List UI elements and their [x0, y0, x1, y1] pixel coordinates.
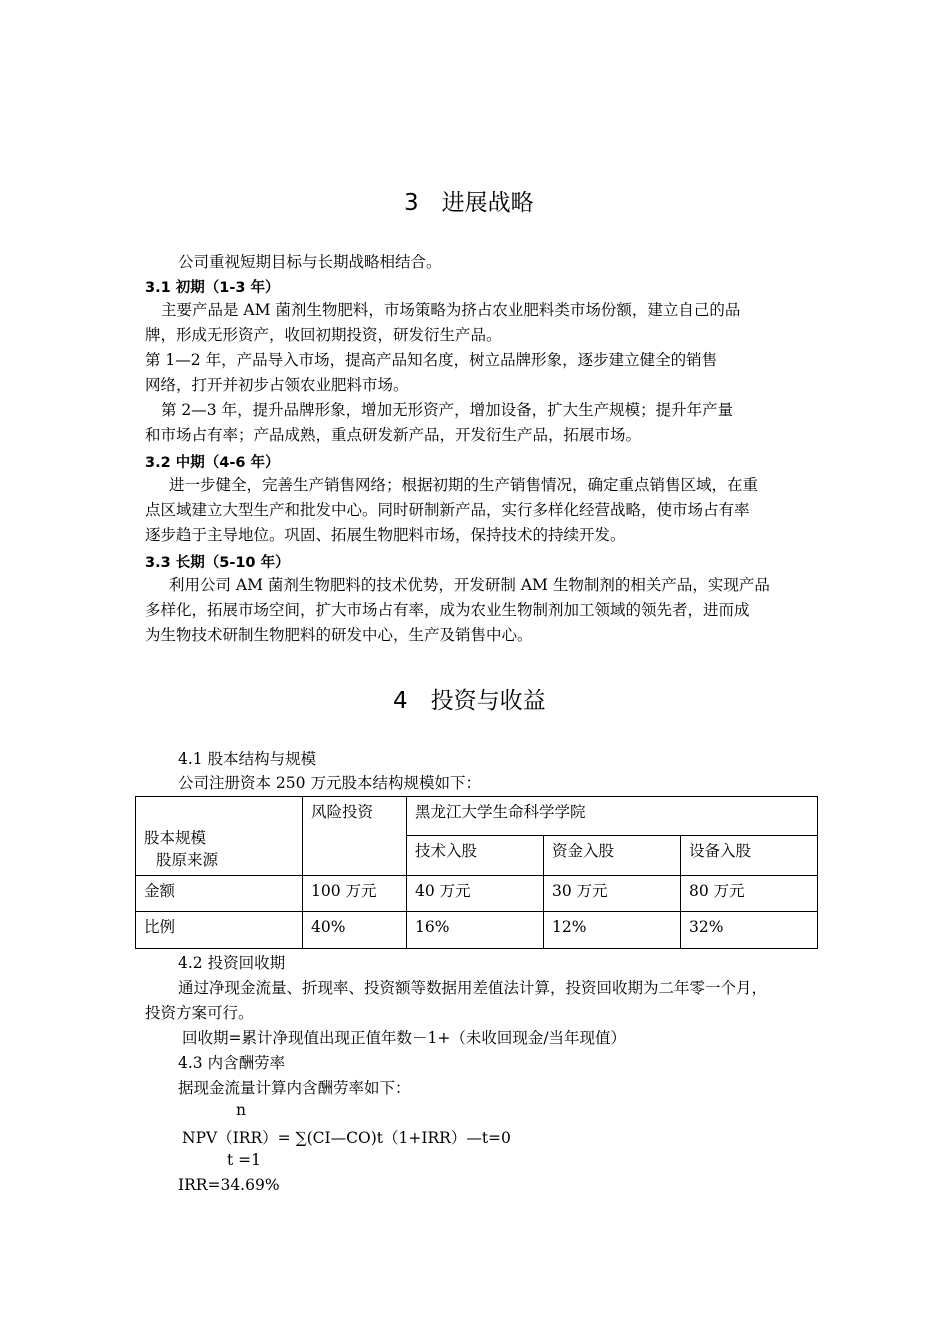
header-venture: 风险投资 — [303, 797, 407, 876]
section-3-intro: 公司重视短期目标与长期战略相结合。 — [178, 253, 442, 271]
header-tech: 技术入股 — [407, 836, 544, 876]
paragraph-line: 第 1—2 年，产品导入市场，提高产品知名度，树立品牌形象，逐步建立健全的销售 — [145, 351, 718, 369]
section-3-3-title: 3.3 长期（5-10 年） — [145, 555, 290, 571]
payback-formula: 回收期=累计净现值出现正值年数－1+（未收回现金/当年现值） — [182, 1029, 627, 1047]
cell-tech: 16% — [407, 912, 544, 949]
paragraph-line: 网络，打开并初步占领农业肥料市场。 — [145, 376, 409, 394]
section-4-1-title: 4.1 股本结构与规模 — [178, 750, 317, 768]
sum-upper-limit: n — [236, 1101, 246, 1119]
table-row — [136, 876, 818, 912]
irr-result: IRR=34.69% — [178, 1176, 280, 1194]
section-3-1-title: 3.1 初期（1-3 年） — [145, 280, 280, 296]
corner-label-scale: 股本规模 — [144, 829, 207, 847]
table-corner-header — [136, 797, 303, 876]
paragraph-line: 为生物技术研制生物肥料的研发中心，生产及销售中心。 — [145, 626, 533, 644]
sum-lower-limit: t =1 — [227, 1151, 262, 1169]
section-4-3-intro: 据现金流量计算内含酬劳率如下： — [178, 1079, 411, 1097]
section-4-1-intro: 公司注册资本 250 万元股本结构规模如下： — [178, 774, 481, 792]
row-label: 比例 — [136, 912, 303, 949]
header-equipment: 设备入股 — [681, 836, 818, 876]
paragraph-line: 通过净现金流量、折现率、投资额等数据用差值法计算，投资回收期为二年零一个月， — [178, 979, 768, 997]
header-university: 黑龙江大学生命科学学院 — [407, 797, 818, 836]
paragraph-line: 利用公司 AM 菌剂生物肥料的技术优势，开发研制 AM 生物制剂的相关产品，实现产品 — [169, 576, 770, 594]
paragraph-line: 牌，形成无形资产，收回初期投资，研发衍生产品。 — [145, 326, 502, 344]
section-3-2-title: 3.2 中期（4-6 年） — [145, 455, 280, 471]
table-row — [136, 912, 818, 949]
cell-equipment: 32% — [681, 912, 818, 949]
header-capital: 资金入股 — [544, 836, 681, 876]
section-4-3-title: 4.3 内含酬劳率 — [178, 1054, 286, 1072]
paragraph-line: 进一步健全，完善生产销售网络；根据初期的生产销售情况，确定重点销售区域，在重 — [169, 476, 759, 494]
equity-structure-table — [135, 796, 818, 949]
row-label: 金额 — [136, 876, 303, 912]
paragraph-line: 投资方案可行。 — [145, 1004, 254, 1022]
section-3-heading: 3 进展战略 — [404, 190, 534, 216]
paragraph-line: 和市场占有率；产品成熟，重点研发新产品，开发衍生产品，拓展市场。 — [145, 426, 642, 444]
paragraph-line: 主要产品是 AM 菌剂生物肥料，市场策略为挤占农业肥料类市场份额，建立自己的品 — [161, 301, 741, 319]
npv-formula: NPV（IRR）= ∑(CI—CO)t（1+IRR）—t=0 — [182, 1129, 511, 1147]
cell-equipment: 80 万元 — [681, 876, 818, 912]
paragraph-line: 点区域建立大型生产和批发中心。同时研制新产品，实行多样化经营战略，使市场占有率 — [145, 501, 750, 519]
section-4-heading: 4 投资与收益 — [393, 688, 546, 714]
paragraph-line: 逐步趋于主导地位。巩固、拓展生物肥料市场，保持技术的持续开发。 — [145, 526, 626, 544]
cell-tech: 40 万元 — [407, 876, 544, 912]
corner-label-source: 股原来源 — [156, 851, 219, 869]
paragraph-line: 第 2—3 年，提升品牌形象，增加无形资产，增加设备，扩大生产规模；提升年产量 — [161, 401, 734, 419]
paragraph-line: 多样化，拓展市场空间，扩大市场占有率，成为农业生物制剂加工领域的领先者，进而成 — [145, 601, 750, 619]
cell-venture: 100 万元 — [303, 876, 407, 912]
cell-capital: 30 万元 — [544, 876, 681, 912]
section-4-2-title: 4.2 投资回收期 — [178, 954, 286, 972]
cell-capital: 12% — [544, 912, 681, 949]
cell-venture: 40% — [303, 912, 407, 949]
